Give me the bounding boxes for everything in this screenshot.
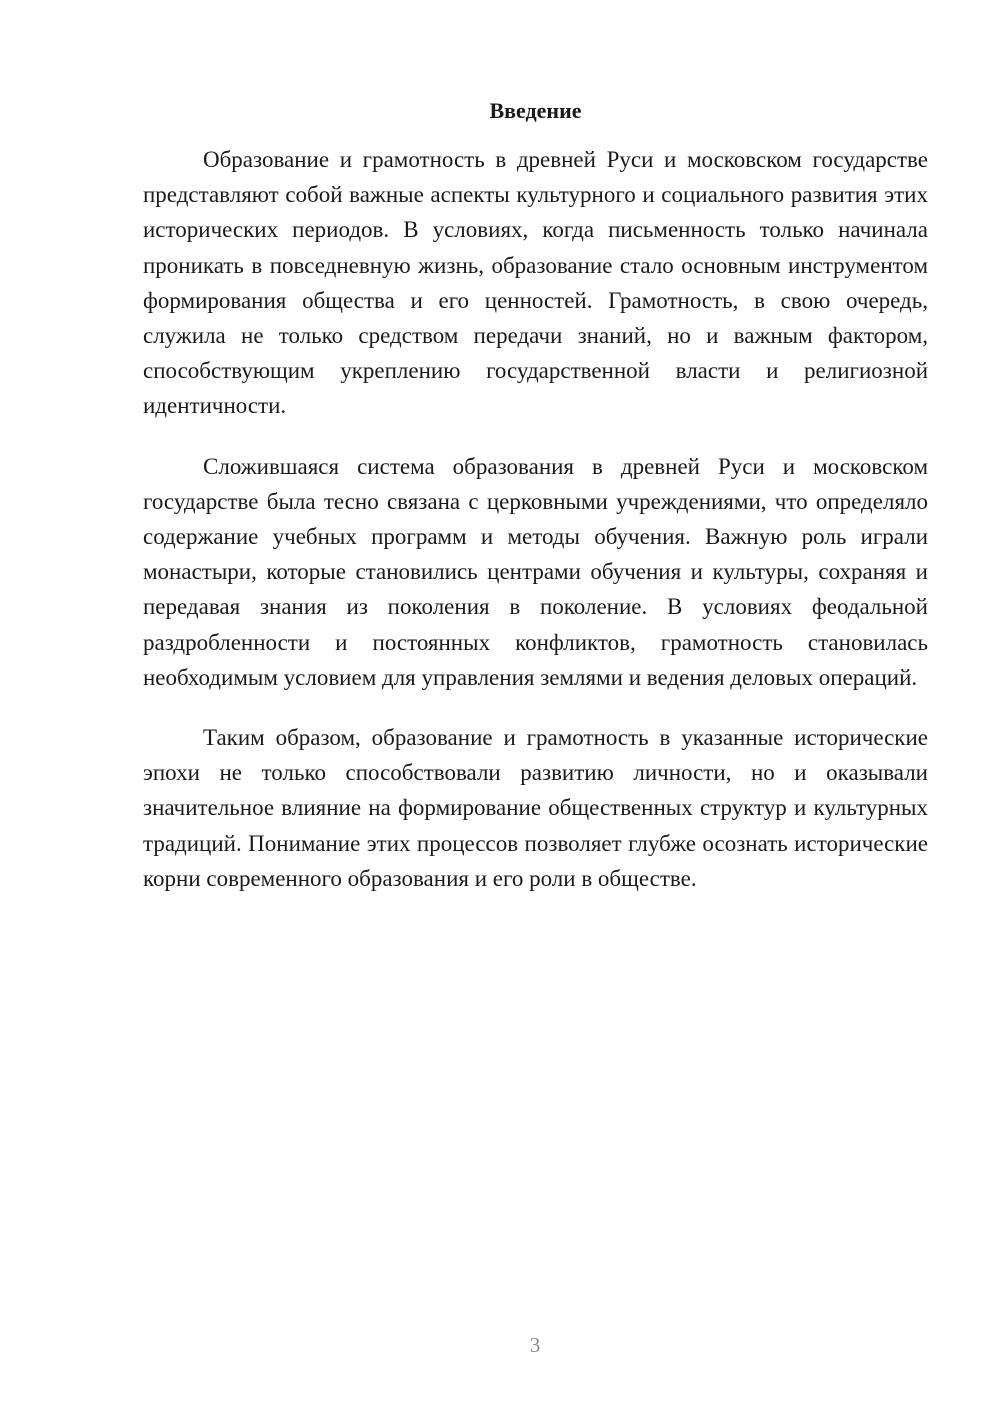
paragraph-3: Таким образом, образование и грамотность в указанные исторические эпохи не только способствовали развитию личности, но и оказывали значительное влияние на формирование общественных структур и культурных традиций. Понимание этих процессов позволяет глубже осознать исторические корни современного образования и его роли в обществе. xyxy=(143,725,928,891)
page-number: 3 xyxy=(529,1333,541,1357)
body-text xyxy=(143,142,928,921)
paragraph-1: Образование и грамотность в древней Руси и московском государстве представляют собой важные аспекты культурного и социального развития этих исторических периодов. В условиях, когда письменность только начинала проникать в повседневную жизнь, образование стало основным инструментом формирования общества и его ценностей. Грамотность, в свою очередь, служила не только средством передачи знаний, но и важным фактором, способствующим укреплению государственной власти и религиозной идентичности. xyxy=(143,147,928,419)
section-heading: Введение xyxy=(489,98,582,123)
paragraph-2: Сложившаяся система образования в древней Руси и московском государстве была тесно связана с церковными учреждениями, что определяло содержание учебных программ и методы обучения. Важную роль играли монастыри, которые становились центрами обучения и культуры, сохраняя и передавая знания из поколения в поколение. В условиях феодальной раздробленности и постоянных конфликтов, грамотность становилась необходимым условием для управления землями и ведения деловых операций. xyxy=(143,453,928,690)
